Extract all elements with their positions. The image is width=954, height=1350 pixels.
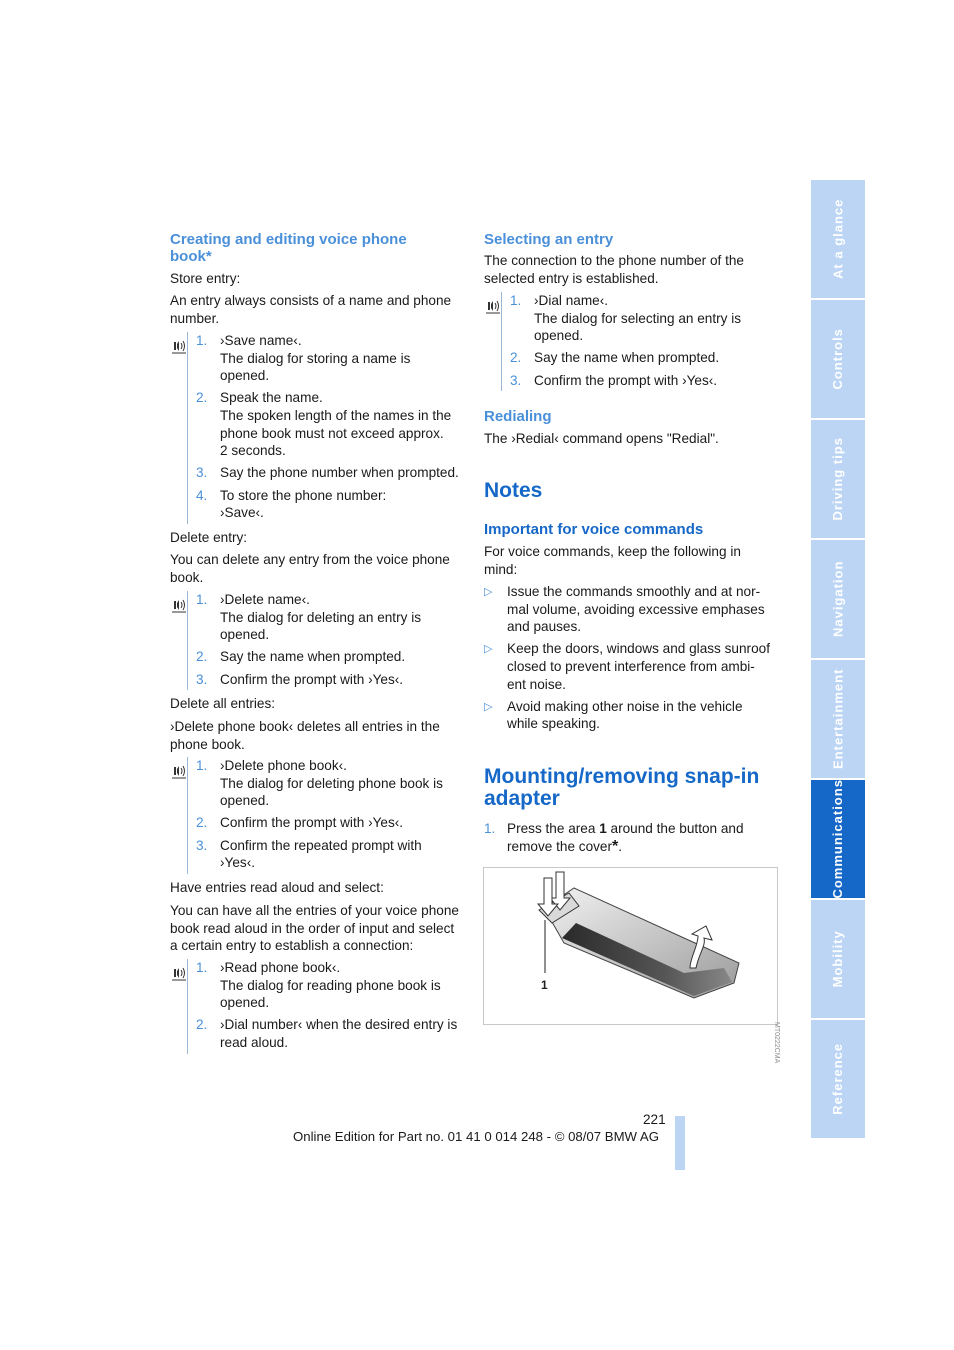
important-title: Important for voice commands [484,521,704,538]
chapter-tab-label: Navigation [830,560,846,638]
important-intro: For voice commands, keep the following in mind: [484,544,741,577]
step-text: The spoken length of the names in the [220,407,452,423]
voice-command-icon [171,965,187,981]
figure-code: MT0222CMA [773,1022,780,1064]
step-side-rule [187,959,188,1054]
redialing-title: Redialing [484,408,552,425]
chapter-tab-label: Mobility [830,930,846,988]
mount-step-text-a: Press the area [507,821,600,836]
step-number: 2. [196,1017,208,1033]
mount-step-line2 [507,838,622,856]
chapter-tab-label: Driving tips [830,437,846,521]
read-aloud-intro: You can have all the entries of your voice phone book read aloud in the order of input and select a certain entry to establish a connection: [170,903,459,954]
delete-entry-intro: You can delete any entry from the voice phone book. [170,552,450,585]
step-text: opened. [220,995,270,1011]
step-text: ›Dial name‹. [534,293,609,308]
voice-command-icon [171,597,187,613]
step-text: 2 seconds. [220,443,286,459]
chapter-tab-entertainment[interactable] [811,660,865,778]
store-entry-intro: An entry always consists of a name and phone number. [170,293,452,326]
bullet-text: Keep the doors, windows and glass sunroof [507,641,770,657]
mount-step-text-2: remove the cover [507,839,613,854]
bullet-text: while speaking. [507,716,600,732]
step-text: The dialog for selecting an entry is [534,310,742,326]
step-text: ›Read phone book‹. [220,960,341,975]
step-number: 2. [196,815,208,831]
step-number: 1. [196,960,208,975]
step-text: Confirm the repeated prompt with [220,837,422,853]
option-asterisk: * [612,838,619,855]
step-text: opened. [220,627,270,643]
mount-step-end: . [618,839,623,854]
voice-command-icon [485,298,501,314]
delete-all-intro: ›Delete phone book‹ deletes all entries in the phone book. [170,719,440,752]
bullet-text: Avoid making other noise in the vehicle [507,698,743,714]
step-text: opened. [534,328,584,344]
chapter-tab-communications[interactable] [811,780,865,898]
mount-step-area-number: 1 [599,821,607,836]
voice-command-icon [171,763,187,779]
bullet-text: closed to prevent interference from ambi- [507,659,755,674]
bullet-text: mal volume, avoiding excessive emphases [507,601,765,617]
notes-title: Notes [484,479,543,502]
step-text: phone book must not exceed approx. [220,425,444,441]
step-number: 2. [196,649,208,665]
step-text: ›Delete phone book‹. [220,758,347,773]
step-number: 1. [196,333,208,348]
step-text: Say the name when prompted. [220,649,406,665]
figure-callout-1: 1 [541,978,548,992]
step-text: opened. [220,368,270,384]
step-text: Confirm the prompt with ›Yes‹. [220,815,404,831]
chapter-tab-label: Reference [830,1043,846,1115]
mounting-title: Mounting/removing snap-in adapter [484,765,760,810]
step-text: Confirm the prompt with ›Yes‹. [534,372,718,388]
voice-command-icon [171,338,187,354]
chapter-tab-mobility[interactable] [811,900,865,1018]
selecting-entry-intro: The connection to the phone number of the selected entry is established. [484,253,744,286]
step-text: read aloud. [220,1034,289,1050]
step-text: Say the phone number when prompted. [220,465,459,481]
step-text: Say the name when prompted. [534,350,720,366]
step-number: 2. [196,390,208,406]
step-number: 3. [510,372,522,388]
chapter-tab-driving-tips[interactable] [811,420,865,538]
snap-in-adapter-figure [483,867,778,1025]
mount-step-line1 [507,820,744,838]
page-number: 221 [643,1112,666,1127]
step-text: The dialog for storing a name is [220,350,411,366]
delete-entry-label: Delete entry: [170,530,248,545]
step-text: Speak the name. [220,390,323,406]
step-side-rule [187,591,188,690]
step-text: opened. [220,793,270,809]
chapter-tab-label: Communications [830,779,846,899]
snap-in-adapter-illustration [484,868,777,1024]
edition-footer: Online Edition for Part no. 01 41 0 014 248 - © 08/07 BMW AG [293,1129,659,1144]
step-text: ›Save‹. [220,505,264,521]
step-text: The dialog for deleting an entry is [220,609,422,625]
bullet-marker: ▷ [484,643,493,656]
step-side-rule [187,332,188,524]
chapter-tab-label: At a glance [830,198,846,280]
chapter-tab-label: Entertainment [830,668,846,770]
mount-step-number: 1. [484,821,496,836]
bullet-text: Issue the commands smoothly and at nor- [507,584,761,599]
bullet-text: and pauses. [507,619,582,635]
step-side-rule [187,757,188,874]
step-number: 1. [196,592,208,607]
delete-all-label: Delete all entries: [170,696,276,711]
step-number: 3. [196,837,208,853]
bullet-marker: ▷ [484,586,493,598]
read-aloud-label: Have entries read aloud and select: [170,880,384,895]
step-text: ›Delete name‹. [220,592,310,607]
bullet-marker: ▷ [484,700,493,713]
section-title-voice-phone-book: Creating and editing voice phone book* [170,231,407,265]
step-text: ›Save name‹. [220,333,302,348]
step-text: To store the phone number: [220,487,387,503]
step-number: 4. [196,487,208,503]
step-number: 2. [510,350,522,366]
step-text: Confirm the prompt with ›Yes‹. [220,671,404,687]
redialing-text: The ›Redial‹ command opens "Redial". [484,431,719,446]
step-text: The dialog for deleting phone book is [220,775,443,791]
mount-step-text-c: around the button and [606,821,744,836]
step-number: 1. [510,293,522,308]
step-number: 3. [196,465,208,481]
step-text: The dialog for reading phone book is [220,977,441,993]
step-number: 1. [196,758,208,773]
selecting-entry-title: Selecting an entry [484,231,614,248]
step-text: ›Yes‹. [220,855,256,871]
chapter-tab-navigation[interactable] [811,540,865,658]
store-entry-label: Store entry: [170,271,241,286]
step-text: ›Dial number‹ when the desired entry is [220,1017,458,1033]
page-thumb-marker [675,1116,685,1170]
chapter-tab-label: Controls [830,328,846,390]
step-number: 3. [196,671,208,687]
chapter-tab-reference[interactable] [811,1020,865,1138]
bullet-text: ent noise. [507,676,566,692]
chapter-tab-at-a-glance[interactable] [811,180,865,298]
chapter-tab-controls[interactable] [811,300,865,418]
step-side-rule [501,292,502,391]
